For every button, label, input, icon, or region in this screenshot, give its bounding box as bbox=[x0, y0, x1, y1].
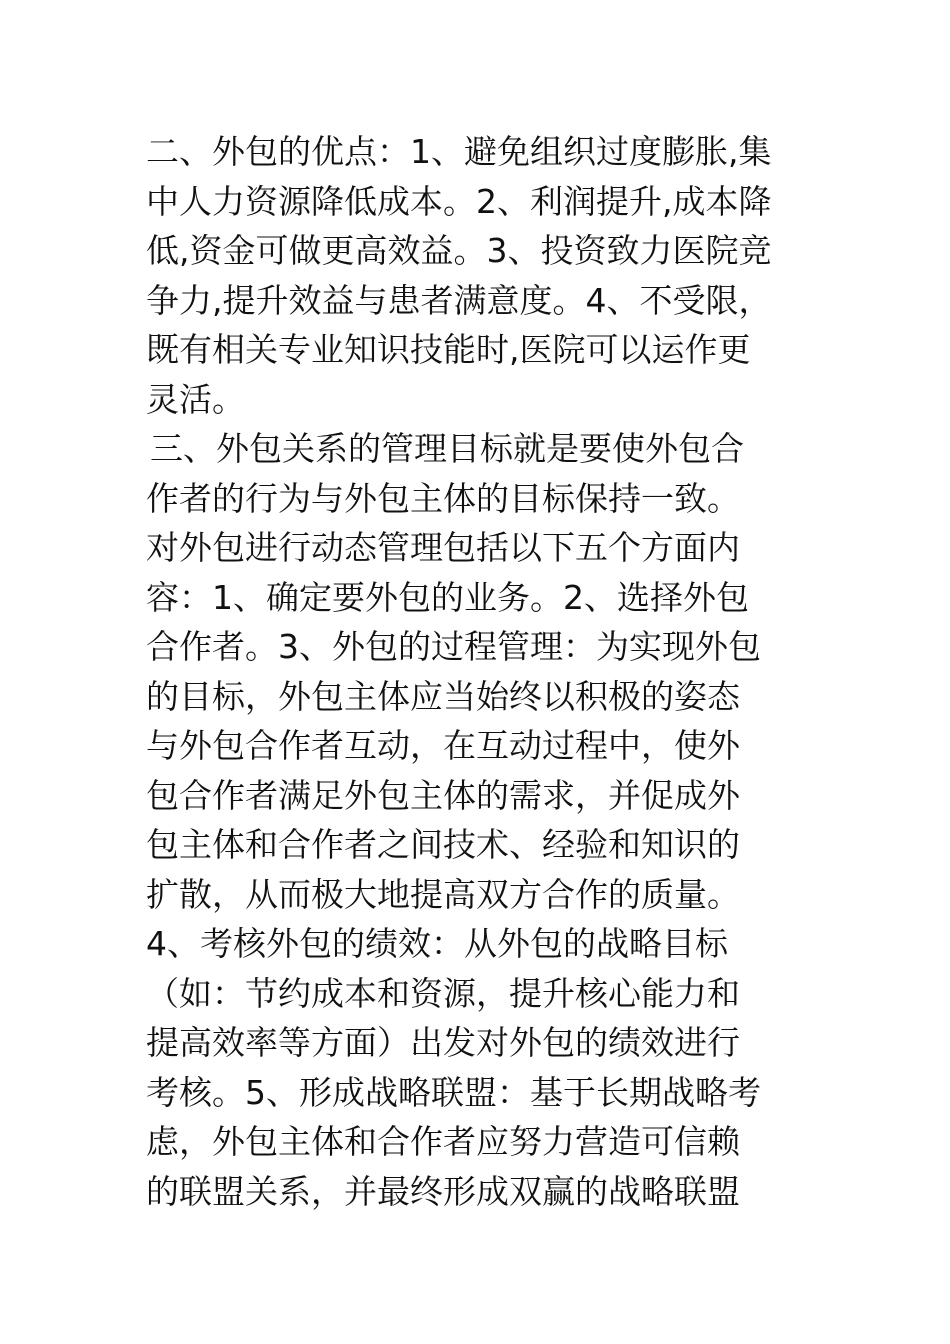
text-line: 合作者。3、外包的过程管理：为实现外包 bbox=[146, 627, 761, 666]
text-line: 对外包进行动态管理包括以下五个方面内 bbox=[146, 528, 740, 567]
text-line: 的联盟关系，并最终形成双赢的战略联盟 bbox=[146, 1171, 740, 1211]
text-line: 包主体和合作者之间技术、经验和知识的 bbox=[146, 825, 740, 864]
text-line: 4、考核外包的绩效：从外包的战略目标 bbox=[146, 924, 728, 963]
text-line: 低,资金可做更高效益。3、投资致力医院竞 bbox=[146, 231, 772, 270]
text-line: 中人力资源降低成本。2、利润提升,成本降 bbox=[146, 181, 772, 221]
text-line: 作者的行为与外包主体的目标保持一致。 bbox=[146, 478, 740, 518]
document-body bbox=[146, 127, 846, 1216]
section-2-paragraph bbox=[146, 127, 846, 424]
text-line: 与外包合作者互动，在互动过程中，使外 bbox=[146, 726, 740, 765]
text-line: 容：1、确定要外包的业务。2、选择外包 bbox=[146, 577, 749, 617]
text-line: 考核。5、形成战略联盟：基于长期战略考 bbox=[146, 1072, 761, 1112]
text-line: 扩散，从而极大地提高双方合作的质量。 bbox=[146, 874, 740, 914]
text-line: 提高效率等方面）出发对外包的绩效进行 bbox=[146, 1023, 740, 1062]
text-line: （如：节约成本和资源，提升核心能力和 bbox=[146, 973, 740, 1013]
text-line: 的目标，外包主体应当始终以积极的姿态 bbox=[146, 676, 740, 716]
text-line: 包合作者满足外包主体的需求，并促成外 bbox=[146, 775, 740, 815]
text-line: 虑，外包主体和合作者应努力营造可信赖 bbox=[146, 1122, 740, 1161]
text-line: 争力,提升效益与患者满意度。4、不受限， bbox=[146, 280, 772, 320]
section-3-paragraph bbox=[146, 424, 846, 1216]
text-line: 二、外包的优点：1、避免组织过度膨胀,集 bbox=[146, 132, 772, 171]
text-line: 三、外包关系的管理目标就是要使外包合 bbox=[150, 429, 744, 468]
text-line: 灵活。 bbox=[146, 379, 245, 419]
text-line: 既有相关专业知识技能时,医院可以运作更 bbox=[146, 330, 751, 369]
